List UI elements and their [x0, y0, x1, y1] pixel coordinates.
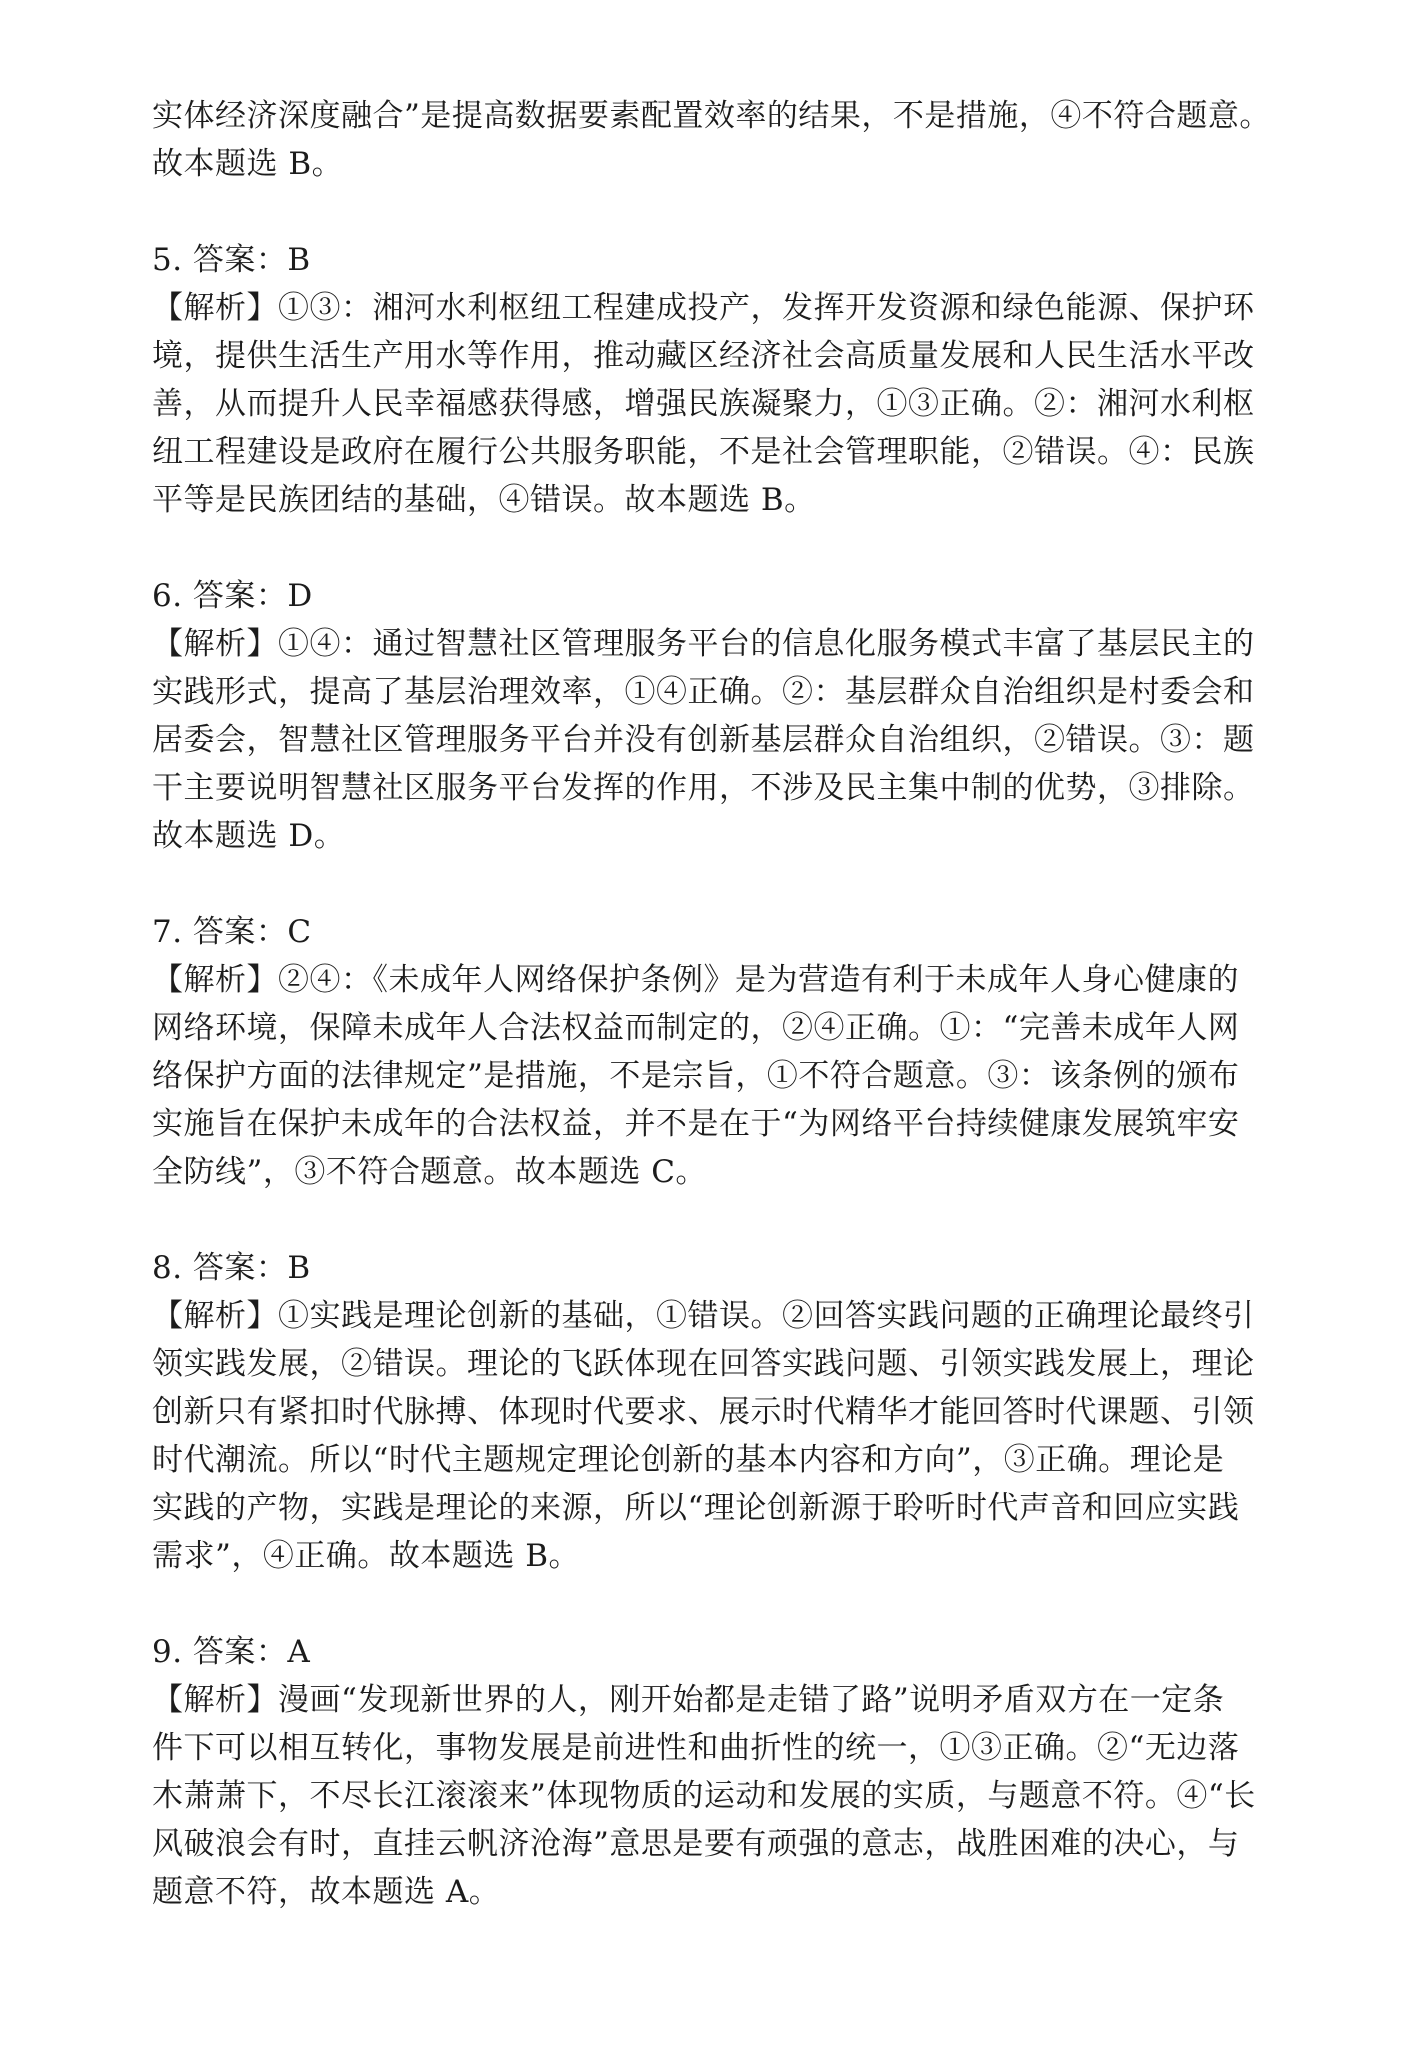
analysis-line: 干主要说明智慧社区服务平台发挥的作用，不涉及民主集中制的优势，③排除。	[152, 770, 1255, 806]
intro-block	[152, 92, 1292, 188]
analysis-line: 网络环境，保障未成年人合法权益而制定的，②④正确。①：“完善未成年人网	[152, 1010, 1240, 1046]
analysis-line: 【解析】①④：通过智慧社区管理服务平台的信息化服务模式丰富了基层民主的	[152, 626, 1255, 662]
analysis-line: 【解析】①③：湘河水利枢纽工程建成投产，发挥开发资源和绿色能源、保护环	[152, 290, 1255, 326]
analysis-line: 【解析】漫画“发现新世界的人，刚开始都是走错了路”说明矛盾双方在一定条	[152, 1682, 1225, 1718]
analysis-line: 木萧萧下，不尽长江滚滚来”体现物质的运动和发展的实质，与题意不符。④“长	[152, 1778, 1256, 1814]
question-9	[152, 1628, 1292, 1916]
analysis-line: 创新只有紧扣时代脉搏、体现时代要求、展示时代精华才能回答时代课题、引领	[152, 1394, 1255, 1430]
analysis-line: 全防线”，③不符合题意。故本题选 C。	[152, 1154, 707, 1190]
answer-label: 5. 答案：B	[152, 242, 311, 278]
question-7	[152, 908, 1292, 1196]
answer-label: 8. 答案：B	[152, 1250, 311, 1286]
analysis-line: 【解析】①实践是理论创新的基础，①错误。②回答实践问题的正确理论最终引	[152, 1298, 1255, 1334]
analysis-line: 风破浪会有时，直挂云帆济沧海”意思是要有顽强的意志，战胜困难的决心，与	[152, 1826, 1240, 1862]
question-8	[152, 1244, 1292, 1580]
analysis-line: 故本题选 D。	[152, 818, 346, 854]
analysis-line: 善，从而提升人民幸福感获得感，增强民族凝聚力，①③正确。②：湘河水利枢	[152, 386, 1255, 422]
analysis-line: 件下可以相互转化，事物发展是前进性和曲折性的统一，①③正确。②“无边落	[152, 1730, 1240, 1766]
answer-label: 6. 答案：D	[152, 578, 313, 614]
analysis-line: 实践形式，提高了基层治理效率，①④正确。②：基层群众自治组织是村委会和	[152, 674, 1255, 710]
analysis-line: 纽工程建设是政府在履行公共服务职能，不是社会管理职能，②错误。④：民族	[152, 434, 1255, 470]
analysis-line: 【解析】②④：《未成年人网络保护条例》是为营造有利于未成年人身心健康的	[152, 962, 1239, 998]
analysis-line: 络保护方面的法律规定”是措施，不是宗旨，①不符合题意。③：该条例的颁布	[152, 1058, 1240, 1094]
answer-document	[152, 92, 1292, 1916]
text-line: 故本题选 B。	[152, 146, 344, 182]
analysis-line: 境，提供生活生产用水等作用，推动藏区经济社会高质量发展和人民生活水平改	[152, 338, 1255, 374]
question-5	[152, 236, 1292, 524]
analysis-line: 领实践发展，②错误。理论的飞跃体现在回答实践问题、引领实践发展上，理论	[152, 1346, 1255, 1382]
answer-label: 7. 答案：C	[152, 914, 312, 950]
analysis-line: 居委会，智慧社区管理服务平台并没有创新基层群众自治组织，②错误。③：题	[152, 722, 1255, 758]
question-6	[152, 572, 1292, 860]
analysis-line: 时代潮流。所以“时代主题规定理论创新的基本内容和方向”，③正确。理论是	[152, 1442, 1225, 1478]
analysis-line: 题意不符，故本题选 A。	[152, 1874, 501, 1910]
analysis-line: 实施旨在保护未成年的合法权益，并不是在于“为网络平台持续健康发展筑牢安	[152, 1106, 1240, 1142]
analysis-line: 需求”，④正确。故本题选 B。	[152, 1538, 580, 1574]
answer-label: 9. 答案：A	[152, 1634, 311, 1670]
analysis-line: 实践的产物，实践是理论的来源，所以“理论创新源于聆听时代声音和回应实践	[152, 1490, 1240, 1526]
analysis-line: 平等是民族团结的基础，④错误。故本题选 B。	[152, 482, 816, 518]
text-line: 实体经济深度融合”是提高数据要素配置效率的结果，不是措施，④不符合题意。	[152, 98, 1271, 134]
